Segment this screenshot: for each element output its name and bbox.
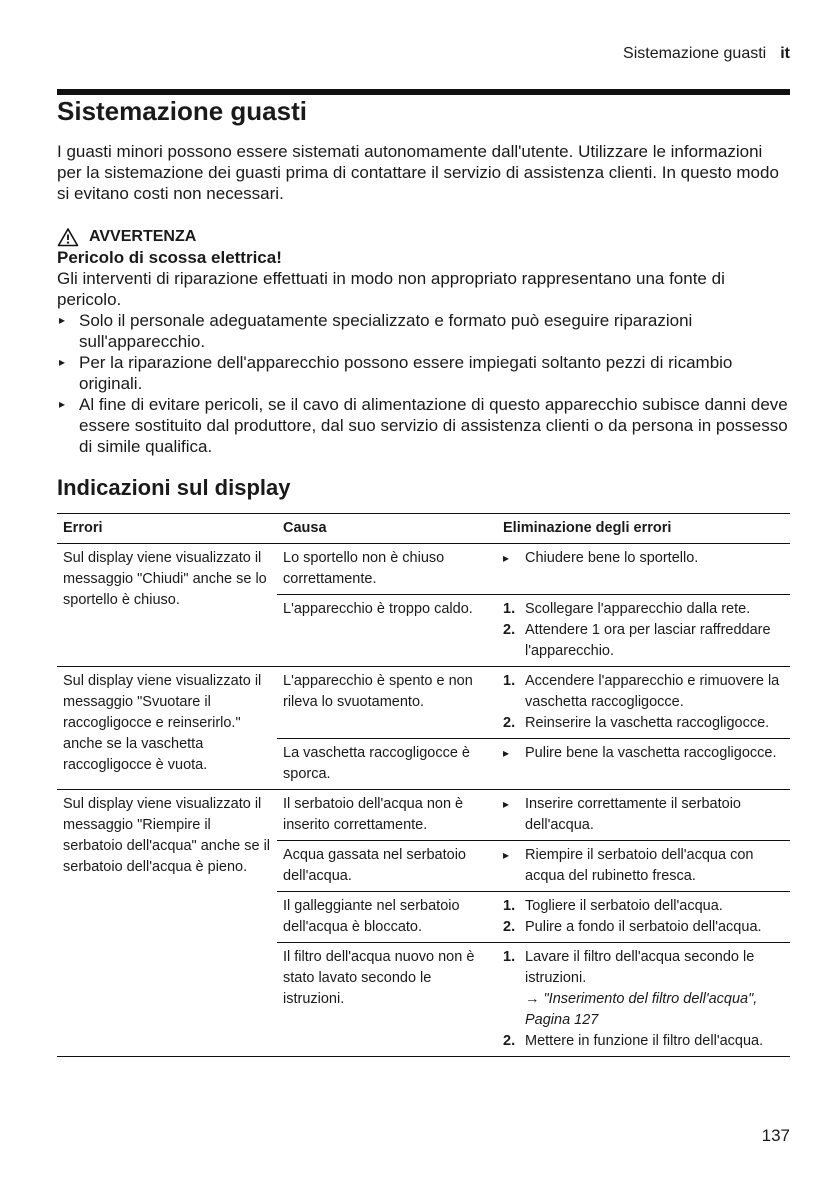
- column-header: Causa: [277, 514, 497, 544]
- fix-step: [503, 947, 784, 989]
- section-title: Indicazioni sul display: [57, 475, 291, 500]
- step-number: 1.: [503, 673, 516, 689]
- error-cell: Sul display viene visualizzato il messaggio "Svuotare il raccogligocce e reinserirlo." anche se la vaschetta raccogligocce è vuota.: [57, 667, 277, 790]
- table-row: [57, 790, 790, 841]
- fix-step: [503, 896, 784, 917]
- step-text: Attendere 1 ora per lasciar raffreddare l'apparecchio.: [525, 622, 771, 659]
- bullet-triangle-icon: ▸: [503, 848, 510, 862]
- column-header: Eliminazione degli errori: [497, 514, 790, 544]
- step-number: 1.: [503, 949, 516, 965]
- step-text: Pulire a fondo il serbatoio dell'acqua.: [525, 919, 762, 935]
- step-text: Reinserire la vaschetta raccogligocce.: [525, 715, 770, 731]
- table-header-row: [57, 514, 790, 544]
- bullet-triangle-icon: ▸: [503, 797, 510, 811]
- step-text: Riempire il serbatoio dell'acqua con acqua del rubinetto fresca.: [525, 847, 754, 884]
- step-text: Chiudere bene lo sportello.: [525, 550, 699, 566]
- header-lang: it: [780, 45, 790, 62]
- bullet-triangle-icon: ▸: [59, 355, 66, 369]
- warning-subtitle: Pericolo di scossa elettrica!: [57, 248, 282, 267]
- cause-cell: L'apparecchio è troppo caldo.: [277, 595, 497, 667]
- warning-box: [57, 226, 790, 457]
- fix-step: [503, 599, 784, 620]
- cause-cell: L'apparecchio è spento e non rileva lo svuotamento.: [277, 667, 497, 739]
- step-number: 2.: [503, 919, 516, 935]
- header-section: Sistemazione guasti: [623, 45, 767, 62]
- cause-cell: Il galleggiante nel serbatoio dell'acqua è bloccato.: [277, 892, 497, 943]
- fix-cell: [497, 892, 790, 943]
- step-text: Inserire correttamente il serbatoio dell'acqua.: [525, 796, 741, 833]
- warning-item-text: Per la riparazione dell'apparecchio possono essere impiegati soltanto pezzi di ricambio originali.: [79, 353, 733, 393]
- step-number: 2.: [503, 1033, 516, 1049]
- page-title: Sistemazione guasti: [57, 96, 307, 126]
- page-reference: → "Inserimento del filtro dell'acqua", Pagina 127: [525, 991, 758, 1028]
- page-number: 137: [761, 1126, 790, 1145]
- fix-step: [503, 743, 784, 764]
- warning-item-text: Solo il personale adeguatamente specializzato e formato può eseguire riparazioni sull'apparecchio.: [79, 311, 693, 351]
- step-text: Mettere in funzione il filtro dell'acqua.: [525, 1033, 764, 1049]
- fix-step: [503, 917, 784, 938]
- step-number: 1.: [503, 601, 516, 617]
- fix-cell: [497, 667, 790, 739]
- step-text: Togliere il serbatoio dell'acqua.: [525, 898, 723, 914]
- cause-cell: Acqua gassata nel serbatoio dell'acqua.: [277, 841, 497, 892]
- fix-step: [503, 671, 784, 713]
- error-cell: Sul display viene visualizzato il messaggio "Riempire il serbatoio dell'acqua" anche se il serbatoio dell'acqua è pieno.: [57, 790, 277, 1057]
- title-rule: [57, 89, 790, 95]
- fix-step: [503, 713, 784, 734]
- fix-step: [503, 794, 784, 836]
- cause-cell: Lo sportello non è chiuso correttamente.: [277, 544, 497, 595]
- fix-cell: [497, 595, 790, 667]
- warning-list: [57, 310, 790, 457]
- step-text: Lavare il filtro dell'acqua secondo le istruzioni.: [525, 949, 755, 986]
- fix-step: [503, 845, 784, 887]
- cause-cell: La vaschetta raccogligocce è sporca.: [277, 739, 497, 790]
- step-number: 1.: [503, 898, 516, 914]
- fix-cell: [497, 943, 790, 1057]
- table-row: [57, 544, 790, 595]
- cause-cell: Il serbatoio dell'acqua non è inserito correttamente.: [277, 790, 497, 841]
- intro-paragraph: I guasti minori possono essere sistemati autonomamente dall'utente. Utilizzare le informazioni per la sistemazione dei guasti prima di contattare il servizio di assistenza clienti. In questo modo si evitano costi non necessari.: [57, 142, 779, 203]
- step-number: 2.: [503, 622, 516, 638]
- error-table: [57, 513, 790, 1057]
- warning-item-text: Al fine di evitare pericoli, se il cavo di alimentazione di questo apparecchio subisce danni deve essere sostituito dal produttore, dal suo servizio di assistenza clienti o da persona in possesso di simile qualifica.: [79, 395, 788, 456]
- error-cell: Sul display viene visualizzato il messaggio "Chiudi" anche se lo sportello è chiuso.: [57, 544, 277, 667]
- warning-item: [57, 310, 790, 352]
- fix-cell: [497, 739, 790, 790]
- fix-cell: [497, 544, 790, 595]
- fix-step: [503, 1031, 784, 1052]
- warning-item: [57, 352, 790, 394]
- bullet-triangle-icon: ▸: [503, 551, 510, 565]
- table-row: [57, 667, 790, 739]
- step-number: 2.: [503, 715, 516, 731]
- bullet-triangle-icon: ▸: [59, 313, 66, 327]
- fix-step: [503, 620, 784, 662]
- warning-item: [57, 394, 790, 457]
- bullet-triangle-icon: ▸: [503, 746, 510, 760]
- running-header: [623, 45, 790, 63]
- bullet-triangle-icon: ▸: [59, 397, 66, 411]
- warning-text: Gli interventi di riparazione effettuati in modo non appropriato rappresentano una fonte di pericolo.: [57, 269, 725, 309]
- warning-label: AVVERTENZA: [89, 228, 197, 245]
- warning-title: [57, 226, 790, 247]
- fix-cell: [497, 790, 790, 841]
- step-text: Scollegare l'apparecchio dalla rete.: [525, 601, 751, 617]
- warning-triangle-icon: [57, 227, 79, 247]
- step-text: Pulire bene la vaschetta raccogligocce.: [525, 745, 777, 761]
- step-text: Accendere l'apparecchio e rimuovere la vaschetta raccogligocce.: [525, 673, 780, 710]
- column-header: Errori: [57, 514, 277, 544]
- fix-step: [503, 548, 784, 569]
- cause-cell: Il filtro dell'acqua nuovo non è stato lavato secondo le istruzioni.: [277, 943, 497, 1057]
- fix-cell: [497, 841, 790, 892]
